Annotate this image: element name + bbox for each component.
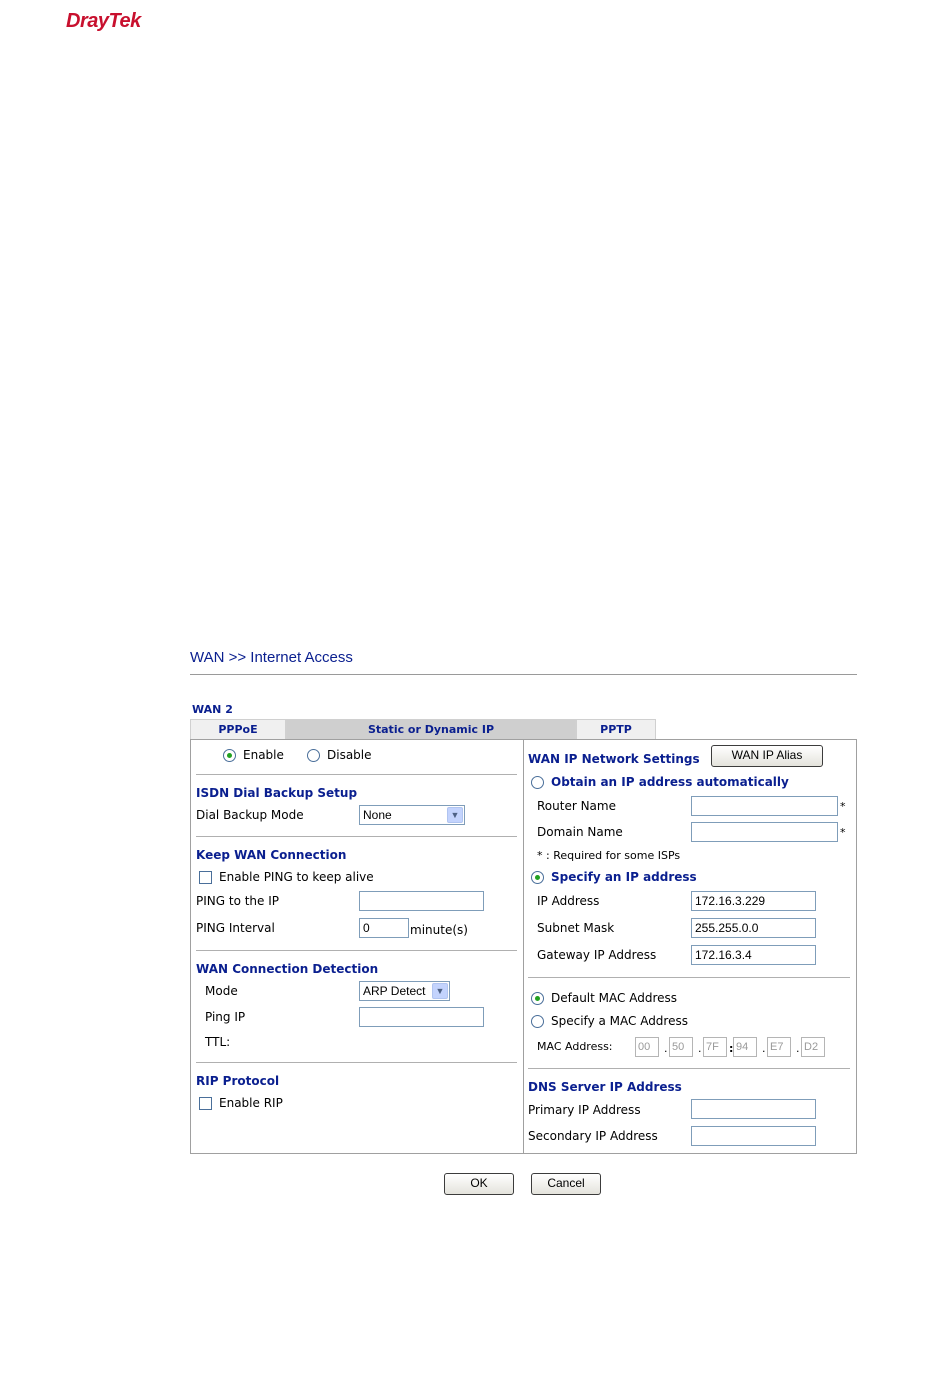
- ping-interval-input[interactable]: 0: [359, 918, 409, 938]
- primary-dns-input[interactable]: [691, 1099, 816, 1119]
- section-divider: [196, 774, 517, 775]
- required-star: *: [840, 800, 846, 813]
- title-divider: [190, 674, 857, 675]
- cancel-button[interactable]: Cancel: [531, 1173, 601, 1195]
- detection-mode-value: ARP Detect: [363, 984, 426, 998]
- detection-mode-label: Mode: [205, 984, 238, 998]
- isdn-section-title: ISDN Dial Backup Setup: [196, 786, 358, 800]
- gateway-ip-input[interactable]: 172.16.3.4: [691, 945, 816, 965]
- dial-backup-mode-value: None: [363, 808, 392, 822]
- mac-separator: .: [664, 1042, 668, 1055]
- secondary-dns-label: Secondary IP Address: [528, 1129, 658, 1143]
- required-note: * : Required for some ISPs: [537, 849, 681, 862]
- mac-separator: .: [762, 1042, 766, 1055]
- ping-ip-input[interactable]: [359, 891, 484, 911]
- mac-octet-6[interactable]: D2: [801, 1037, 825, 1057]
- section-divider: [196, 1062, 517, 1063]
- enable-rip-checkbox[interactable]: [199, 1097, 212, 1110]
- mac-octet-3[interactable]: 7F: [703, 1037, 727, 1057]
- enable-label: Enable: [243, 748, 284, 762]
- specify-mac-radio[interactable]: [531, 1015, 544, 1028]
- mac-separator: .: [698, 1042, 702, 1055]
- mac-octet-5[interactable]: E7: [767, 1037, 791, 1057]
- ok-button[interactable]: OK: [444, 1173, 514, 1195]
- disable-radio[interactable]: [307, 749, 320, 762]
- mac-octet-1[interactable]: 00: [635, 1037, 659, 1057]
- mac-octet-4[interactable]: 94: [733, 1037, 757, 1057]
- rip-section-title: RIP Protocol: [196, 1074, 280, 1088]
- ttl-label: TTL:: [205, 1035, 231, 1049]
- gateway-ip-label: Gateway IP Address: [537, 948, 657, 962]
- wan-ip-network-title: WAN IP Network Settings: [528, 752, 700, 766]
- specify-ip-label: Specify an IP address: [551, 870, 697, 884]
- subnet-mask-input[interactable]: 255.255.0.0: [691, 918, 816, 938]
- mac-address-label: MAC Address:: [537, 1040, 613, 1053]
- chevron-down-icon: ▼: [447, 807, 463, 823]
- dial-backup-mode-select[interactable]: [359, 805, 465, 825]
- primary-dns-label: Primary IP Address: [528, 1103, 641, 1117]
- disable-label: Disable: [327, 748, 372, 762]
- obtain-ip-radio[interactable]: [531, 776, 544, 789]
- detection-ping-ip-label: Ping IP: [205, 1010, 246, 1024]
- router-name-label: Router Name: [537, 799, 616, 813]
- enable-rip-label: Enable RIP: [219, 1096, 283, 1110]
- mac-separator: :: [729, 1042, 734, 1055]
- obtain-ip-label: Obtain an IP address automatically: [551, 775, 789, 789]
- wan-ip-alias-button[interactable]: WAN IP Alias: [711, 745, 823, 767]
- required-star: *: [840, 826, 846, 839]
- default-mac-radio[interactable]: [531, 992, 544, 1005]
- section-divider: [196, 836, 517, 837]
- ping-interval-label: PING Interval: [196, 921, 275, 935]
- specify-mac-label: Specify a MAC Address: [551, 1014, 688, 1028]
- mac-separator: .: [796, 1042, 800, 1055]
- default-mac-label: Default MAC Address: [551, 991, 677, 1005]
- enable-ping-label: Enable PING to keep alive: [219, 870, 374, 884]
- subnet-mask-label: Subnet Mask: [537, 921, 615, 935]
- section-divider: [528, 977, 850, 978]
- dial-backup-mode-label: Dial Backup Mode: [196, 808, 304, 822]
- page-title: WAN >> Internet Access: [190, 649, 353, 666]
- column-divider: [523, 740, 524, 1153]
- enable-radio[interactable]: [223, 749, 236, 762]
- secondary-dns-input[interactable]: [691, 1126, 816, 1146]
- keep-wan-section-title: Keep WAN Connection: [196, 848, 347, 862]
- enable-ping-checkbox[interactable]: [199, 871, 212, 884]
- logo-text-tek: Tek: [108, 10, 141, 32]
- section-divider: [528, 1068, 850, 1069]
- specify-ip-radio[interactable]: [531, 871, 544, 884]
- section-divider: [196, 950, 517, 951]
- mac-octet-2[interactable]: 50: [669, 1037, 693, 1057]
- domain-name-label: Domain Name: [537, 825, 623, 839]
- wan-detection-section-title: WAN Connection Detection: [196, 962, 379, 976]
- ip-address-label: IP Address: [537, 894, 600, 908]
- detection-ping-ip-input[interactable]: [359, 1007, 484, 1027]
- ip-address-input[interactable]: 172.16.3.229: [691, 891, 816, 911]
- router-name-input[interactable]: [691, 796, 838, 816]
- ping-interval-unit: minute(s): [410, 923, 468, 937]
- domain-name-input[interactable]: [691, 822, 838, 842]
- tab-pppoe[interactable]: PPPoE: [190, 719, 286, 739]
- chevron-down-icon: ▼: [432, 983, 448, 999]
- tab-static-dynamic-ip[interactable]: Static or Dynamic IP: [286, 719, 576, 739]
- detection-mode-select[interactable]: [359, 981, 450, 1001]
- wan-label: WAN 2: [192, 703, 233, 716]
- tab-pptp[interactable]: PPTP: [576, 719, 656, 739]
- draytek-logo: [66, 10, 141, 33]
- dns-section-title: DNS Server IP Address: [528, 1080, 682, 1094]
- ping-ip-label: PING to the IP: [196, 894, 280, 908]
- logo-text-dray: Dray: [66, 10, 109, 32]
